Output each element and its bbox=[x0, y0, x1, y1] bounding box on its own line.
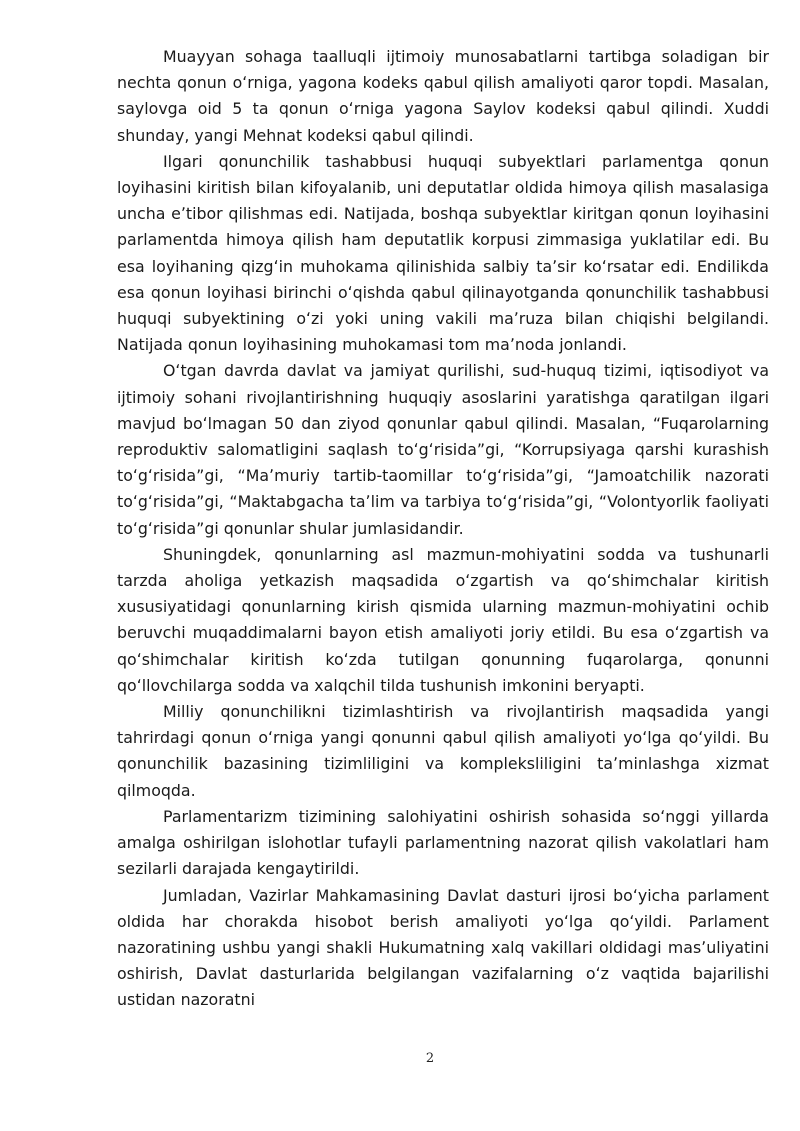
body-text bbox=[117, 44, 769, 1014]
paragraph-6: Parlamentarizm tizimining salohiyatini oshirish sohasida soʻnggi yillarda amalga oshirilgan islohotlar tufayli parlamentning nazorat qilish vakolatlari ham sezilarli darajada kengaytirildi. bbox=[117, 806, 769, 879]
page-number: 2 bbox=[425, 1051, 435, 1066]
paragraph-4: Shuningdek, qonunlarning asl mazmun-mohiyatini sodda va tushunarli tarzda aholiga yetkazish maqsadida oʻzgartish va qoʻshimchalar kiritish xususiyatidagi qonunlarning kirish qismida ularning mazmun-mohiyatini ochib beruvchi muqaddimalarni bayon etish amaliyoti joriy etildi. Bu esa oʻzgartish va qoʻshimchalar kiritish koʻzda tutilgan qonunning fuqarolarga, qonunni qoʻllovchilarga sodda va xalqchil tilda tushunish imkonini beryapti. bbox=[117, 544, 769, 695]
paragraph-7: Jumladan, Vazirlar Mahkamasining Davlat dasturi ijrosi boʻyicha parlament oldida har chorakda hisobot berish amaliyoti yoʻlga qoʻyildi. Parlament nazoratining ushbu yangi shakli Hukumatning xalq vakillari oldidagi masʼuliyatini oshirish, Davlat dasturlarida belgilangan vazifalarning oʻz vaqtida bajarilishi ustidan nazoratni bbox=[117, 885, 769, 1010]
paragraph-1: Muayyan sohaga taalluqli ijtimoiy munosabatlarni tartibga soladigan bir nechta qonun oʻrniga, yagona kodeks qabul qilish amaliyoti qaror topdi. Masalan, saylovga oid 5 ta qonun oʻrniga yagona Saylov kodeksi qabul qilindi. Xuddi shunday, yangi Mehnat kodeksi qabul qilindi. bbox=[117, 47, 769, 145]
paragraph-5: Milliy qonunchilikni tizimlashtirish va rivojlantirish maqsadida yangi tahrirdagi qonun oʻrniga yangi qonunni qabul qilish amaliyoti yoʻlga qoʻyildi. Bu qonunchilik bazasining tizimliligini va kompleksliligini taʼminlashga xizmat qilmoqda. bbox=[117, 702, 769, 800]
paragraph-3: Oʻtgan davrda davlat va jamiyat qurilishi, sud-huquq tizimi, iqtisodiyot va ijtimoiy sohani rivojlantirishning huquqiy asoslarini yaratishga qaratilgan ilgari mavjud boʻlmagan 50 dan ziyod qonunlar qabul qilindi. Masalan, “Fuqarolarning reproduktiv salomatligini saqlash toʻgʻrisida”gi, “Korrupsiyaga qarshi kurashish toʻgʻrisida”gi, “Maʼmuriy tartib-taomillar toʻgʻrisida”gi, “Jamoatchilik nazorati toʻgʻrisida”gi, “Maktabgacha taʼlim va tarbiya toʻgʻrisida”gi, “Volontyorlik faoliyati toʻgʻrisida”gi qonunlar shular jumlasidandir. bbox=[117, 361, 769, 538]
paragraph-2: Ilgari qonunchilik tashabbusi huquqi subyektlari parlamentga qonun loyihasini kiritish bilan kifoyalanib, uni deputatlar oldida himoya qilish masalasiga uncha eʼtibor qilishmas edi. Natijada, boshqa subyektlar kiritgan qonun loyihasini parlamentda himoya qilish ham deputatlik korpusi zimmasiga yuklatilar edi. Bu esa loyihaning qizgʻin muhokama qilinishida salbiy taʼsir koʻrsatar edi. Endilikda esa qonun loyihasi birinchi oʻqishda qabul qilinayotganda qonunchilik tashabbusi huquqi subyektining oʻzi yoki uning vakili maʼruza bilan chiqishi belgilandi. Natijada qonun loyihasining muhokamasi tom maʼnoda jonlandi. bbox=[117, 151, 769, 355]
